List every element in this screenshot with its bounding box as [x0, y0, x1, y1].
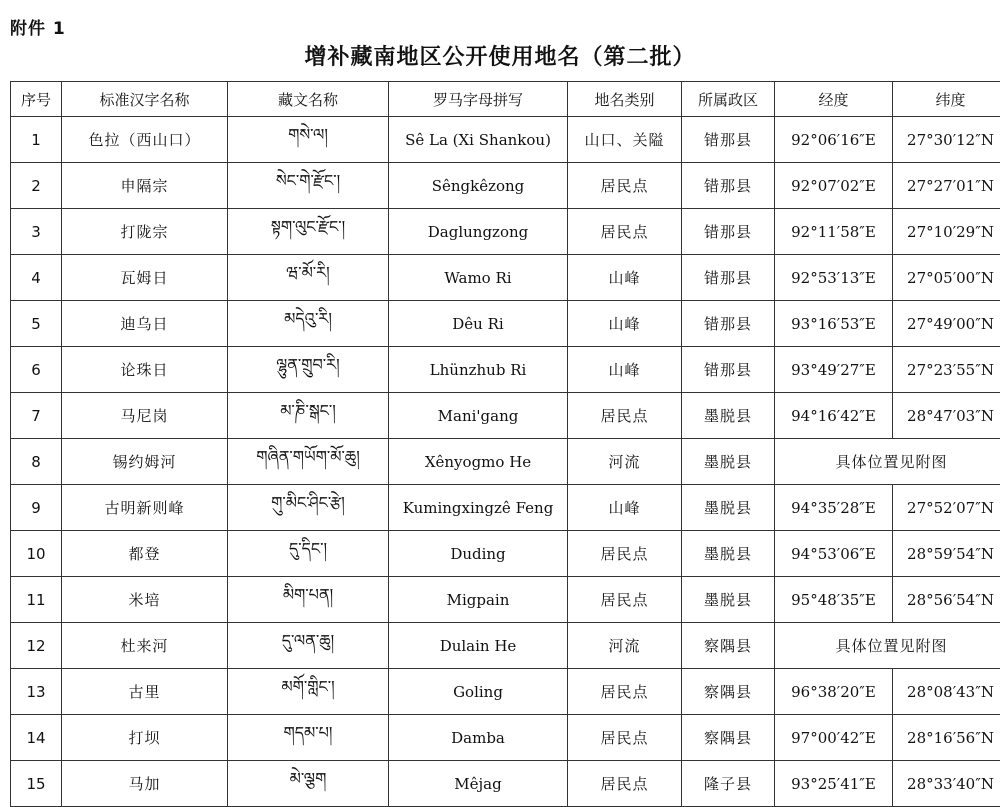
tibetan-name: མགོ་གླིང་། [228, 669, 389, 715]
latitude: 27°05′00″N [893, 255, 1000, 301]
district: 错那县 [682, 347, 775, 393]
place-category: 居民点 [568, 209, 682, 255]
annex-label: 附件 1 [10, 14, 66, 39]
table-row [11, 485, 1000, 531]
header-latitude: 纬度 [893, 82, 1000, 117]
row-number: 3 [11, 209, 62, 255]
place-category: 河流 [568, 439, 682, 485]
district: 错那县 [682, 209, 775, 255]
longitude: 92°07′02″E [775, 163, 893, 209]
district: 墨脱县 [682, 485, 775, 531]
roman-spelling: Sê La (Xi Shankou) [389, 117, 568, 163]
district: 察隅县 [682, 623, 775, 669]
row-number: 15 [11, 761, 62, 807]
district: 察隅县 [682, 715, 775, 761]
row-number: 5 [11, 301, 62, 347]
longitude: 94°16′42″E [775, 393, 893, 439]
district: 墨脱县 [682, 393, 775, 439]
place-category: 居民点 [568, 531, 682, 577]
row-number: 13 [11, 669, 62, 715]
roman-spelling: Xênyogmo He [389, 439, 568, 485]
tibetan-name: གསེ་ལ། [228, 117, 389, 163]
latitude: 27°49′00″N [893, 301, 1000, 347]
place-category: 居民点 [568, 669, 682, 715]
chinese-name: 都登 [62, 531, 228, 577]
district: 错那县 [682, 117, 775, 163]
row-number: 1 [11, 117, 62, 163]
latitude: 28°33′40″N [893, 761, 1000, 807]
chinese-name: 打坝 [62, 715, 228, 761]
roman-spelling: Kumingxingzê Feng [389, 485, 568, 531]
longitude: 95°48′35″E [775, 577, 893, 623]
header-roman-spelling: 罗马字母拼写 [389, 82, 568, 117]
place-category: 山口、关隘 [568, 117, 682, 163]
place-category: 山峰 [568, 485, 682, 531]
district: 墨脱县 [682, 577, 775, 623]
roman-spelling: Daglungzong [389, 209, 568, 255]
table-row [11, 301, 1000, 347]
longitude: 93°16′53″E [775, 301, 893, 347]
row-number: 10 [11, 531, 62, 577]
tibetan-name: མདེའུ་རི། [228, 301, 389, 347]
longitude: 92°06′16″E [775, 117, 893, 163]
tibetan-name: མེ་ལྕག [228, 761, 389, 807]
header-longitude: 经度 [775, 82, 893, 117]
district: 墨脱县 [682, 439, 775, 485]
roman-spelling: Sêngkêzong [389, 163, 568, 209]
tibetan-name: ཝ་མོ་རི། [228, 255, 389, 301]
chinese-name: 马尼岗 [62, 393, 228, 439]
row-number: 12 [11, 623, 62, 669]
longitude: 94°53′06″E [775, 531, 893, 577]
table-row [11, 163, 1000, 209]
row-number: 6 [11, 347, 62, 393]
longitude: 94°35′28″E [775, 485, 893, 531]
longitude: 97°00′42″E [775, 715, 893, 761]
tibetan-name: གཞིན་གཡོག་མོ་ཆུ། [228, 439, 389, 485]
district: 墨脱县 [682, 531, 775, 577]
longitude: 93°49′27″E [775, 347, 893, 393]
tibetan-name: ལྷུན་གྲུབ་རི། [228, 347, 389, 393]
longitude: 93°25′41″E [775, 761, 893, 807]
header-number: 序号 [11, 82, 62, 117]
header-chinese-name: 标准汉字名称 [62, 82, 228, 117]
tibetan-name: སྟག་ལུང་རྫོང་། [228, 209, 389, 255]
latitude: 28°16′56″N [893, 715, 1000, 761]
roman-spelling: Dulain He [389, 623, 568, 669]
tibetan-name: གདམ་པ། [228, 715, 389, 761]
row-number: 8 [11, 439, 62, 485]
header-tibetan-name: 藏文名称 [228, 82, 389, 117]
longitude: 92°11′58″E [775, 209, 893, 255]
tibetan-name: མ་ཎི་སྒང་། [228, 393, 389, 439]
table-row [11, 393, 1000, 439]
roman-spelling: Dêu Ri [389, 301, 568, 347]
page-title: 增补藏南地区公开使用地名（第二批） [0, 40, 1000, 71]
roman-spelling: Lhünzhub Ri [389, 347, 568, 393]
tibetan-name: དུ་དིང་། [228, 531, 389, 577]
latitude: 28°47′03″N [893, 393, 1000, 439]
table-row [11, 255, 1000, 301]
table-row [11, 761, 1000, 807]
row-number: 4 [11, 255, 62, 301]
row-number: 9 [11, 485, 62, 531]
chinese-name: 申隔宗 [62, 163, 228, 209]
latitude: 28°08′43″N [893, 669, 1000, 715]
table-row [11, 439, 1000, 485]
roman-spelling: Mêjag [389, 761, 568, 807]
chinese-name: 米培 [62, 577, 228, 623]
district: 错那县 [682, 255, 775, 301]
chinese-name: 打陇宗 [62, 209, 228, 255]
place-category: 居民点 [568, 761, 682, 807]
table-body [11, 117, 1000, 807]
district: 隆子县 [682, 761, 775, 807]
chinese-name: 杜来河 [62, 623, 228, 669]
roman-spelling: Duding [389, 531, 568, 577]
chinese-name: 瓦姆日 [62, 255, 228, 301]
roman-spelling: Migpain [389, 577, 568, 623]
district: 察隅县 [682, 669, 775, 715]
tibetan-name: མིག་པན། [228, 577, 389, 623]
roman-spelling: Damba [389, 715, 568, 761]
latitude: 28°59′54″N [893, 531, 1000, 577]
chinese-name: 锡约姆河 [62, 439, 228, 485]
chinese-name: 论珠日 [62, 347, 228, 393]
chinese-name: 古明新则峰 [62, 485, 228, 531]
table-row [11, 117, 1000, 163]
latitude: 27°27′01″N [893, 163, 1000, 209]
table-row [11, 209, 1000, 255]
table-row [11, 623, 1000, 669]
place-category: 河流 [568, 623, 682, 669]
district: 错那县 [682, 301, 775, 347]
roman-spelling: Wamo Ri [389, 255, 568, 301]
place-category: 居民点 [568, 577, 682, 623]
tibetan-name: དུ་ལན་ཆུ། [228, 623, 389, 669]
latitude: 27°10′29″N [893, 209, 1000, 255]
chinese-name: 色拉（西山口） [62, 117, 228, 163]
tibetan-name: སེང་གེ་རྫོང་། [228, 163, 389, 209]
longitude: 92°53′13″E [775, 255, 893, 301]
table-row [11, 577, 1000, 623]
row-number: 7 [11, 393, 62, 439]
table-row [11, 531, 1000, 577]
table-row [11, 669, 1000, 715]
chinese-name: 古里 [62, 669, 228, 715]
location-note: 具体位置见附图 [775, 623, 1000, 669]
latitude: 28°56′54″N [893, 577, 1000, 623]
location-note: 具体位置见附图 [775, 439, 1000, 485]
row-number: 11 [11, 577, 62, 623]
roman-spelling: Goling [389, 669, 568, 715]
place-category: 居民点 [568, 715, 682, 761]
place-category: 居民点 [568, 393, 682, 439]
roman-spelling: Mani'gang [389, 393, 568, 439]
place-category: 山峰 [568, 255, 682, 301]
chinese-name: 马加 [62, 761, 228, 807]
table-row [11, 347, 1000, 393]
table-row [11, 715, 1000, 761]
latitude: 27°30′12″N [893, 117, 1000, 163]
row-number: 2 [11, 163, 62, 209]
latitude: 27°52′07″N [893, 485, 1000, 531]
chinese-name: 迪乌日 [62, 301, 228, 347]
district: 错那县 [682, 163, 775, 209]
header-category: 地名类别 [568, 82, 682, 117]
row-number: 14 [11, 715, 62, 761]
place-category: 山峰 [568, 301, 682, 347]
longitude: 96°38′20″E [775, 669, 893, 715]
place-names-table [10, 81, 1000, 807]
header-district: 所属政区 [682, 82, 775, 117]
table-header-row [11, 82, 1000, 117]
place-category: 居民点 [568, 163, 682, 209]
place-category: 山峰 [568, 347, 682, 393]
latitude: 27°23′55″N [893, 347, 1000, 393]
tibetan-name: གུ་མིང་ཤིང་རྩེ། [228, 485, 389, 531]
